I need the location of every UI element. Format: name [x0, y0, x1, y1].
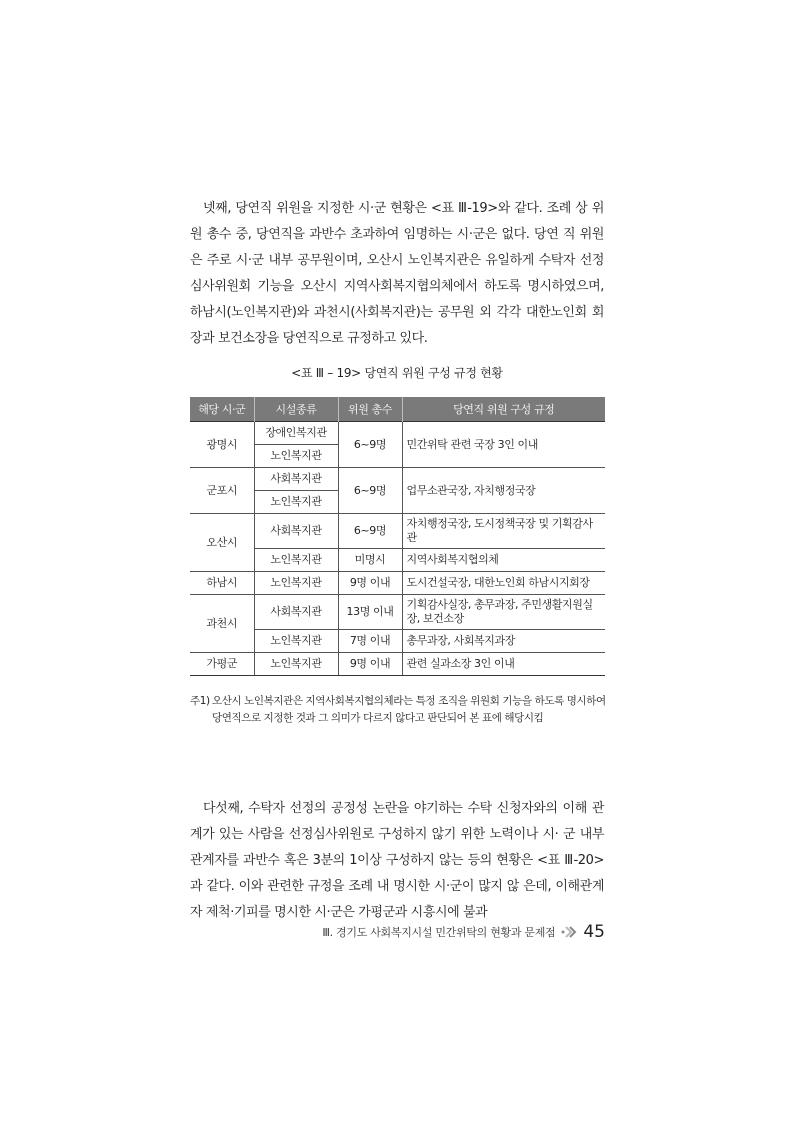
table-cell-rule: 기획감사실장, 총무과장, 주민생활지원실장, 보건소장	[402, 595, 605, 630]
paragraph-line: 군 내부 관계자를 과반수 혹은 3분의 1이상 구성하지 않는 등의 현황은	[190, 827, 605, 868]
table-cell-rule: 총무과장, 사회복지과장	[402, 630, 605, 653]
table-row	[190, 514, 605, 549]
table-cell-facility: 노인복지관	[254, 572, 338, 595]
table-cell-rule: 민간위탁 관련 국장 3인 이내	[402, 422, 605, 468]
table-cell-facility: 노인복지관	[254, 491, 338, 514]
paragraph-line: 은데, 이해관계자 제척·기피를 명시한 시·군은 가평군과 시흥시에 불과	[190, 879, 604, 920]
paragraph-conflict-of-interest	[190, 796, 604, 926]
paragraph-line: 넷째, 당연직 위원을 지정한 시·군 현황은 <표 Ⅲ-19>와 같다. 조례 상	[203, 201, 588, 216]
paragraph-line: 관계가 있는 사람을 선정심사위원로 구성하지 않기 위한 노력이나 시·	[190, 801, 605, 842]
table-cell-city: 오산시	[190, 514, 254, 572]
page-number: 45	[583, 922, 605, 942]
table-cell-total: 6~9명	[338, 468, 402, 514]
table-footnote	[190, 693, 608, 727]
paragraph-line: 위원 총수 중, 당연직을 과반수 초과하여 임명하는 시·군은 없다. 당연	[190, 201, 604, 242]
table-cell-facility: 사회복지관	[254, 595, 338, 630]
table-cell-rule: 도시건설국장, 대한노인회 하남시지회장	[402, 572, 605, 595]
table-header-row	[190, 397, 605, 422]
table-cell-rule: 업무소관국장, 자치행정국장	[402, 468, 605, 514]
table-cell-facility: 노인복지관	[254, 445, 338, 468]
paragraph-line: 직 위원은 주로 시·군 내부 공무원이며, 오산시 노인복지관은 유일하게	[190, 227, 605, 268]
table-cell-facility: 노인복지관	[254, 549, 338, 572]
column-header: 시설종류	[254, 397, 338, 422]
table-cell-total: 13명 이내	[338, 595, 402, 630]
table-cell-total: 6~9명	[338, 514, 402, 549]
paragraph-line: 다섯째, 수탁자 선정의 공정성 논란을 야기하는 수탁 신청자와의 이해	[203, 801, 587, 816]
column-header: 해당 시·군	[190, 397, 254, 422]
table-row	[190, 572, 605, 595]
paragraph-line: 수탁자 선정심사위원회 기능을 오산시 지역사회복지협의체에서 하도록	[190, 253, 605, 294]
table-cell-rule: 지역사회복지협의체	[402, 549, 605, 572]
table-cell-city: 과천시	[190, 595, 254, 653]
table-cell-facility: 노인복지관	[254, 630, 338, 653]
table-cell-facility: 장애인복지관	[254, 422, 338, 445]
table-cell-total: 7명 이내	[338, 630, 402, 653]
page-footer	[322, 922, 605, 942]
column-header: 당연직 위원 구성 규정	[402, 397, 605, 422]
footnote-label: 주1)	[190, 695, 210, 707]
table-caption: <표 Ⅲ – 19> 당연직 위원 구성 규정 현황	[291, 366, 503, 380]
paragraph-line: 명시하였으며, 하남시(노인복지관)와 과천시(사회복지관)는 공무원 외	[190, 279, 604, 320]
table-cell-city: 하남시	[190, 572, 254, 595]
paragraph-dangyeonjik	[190, 196, 604, 352]
table-cell-total: 미명시	[338, 549, 402, 572]
table-cell-city: 군포시	[190, 468, 254, 514]
regulation-table	[190, 397, 605, 676]
footer-chapter-title: Ⅲ. 경기도 사회복지시설 민간위탁의 현황과 문제점	[322, 926, 556, 939]
column-header: 위원 총수	[338, 397, 402, 422]
paragraph-line: <표 Ⅲ-20>과 같다. 이와 관련한 규정을 조례 내 명시한 시·군이 많지 않	[190, 853, 604, 894]
table-cell-total: 9명 이내	[338, 653, 402, 676]
table-cell-city: 광명시	[190, 422, 254, 468]
footnote-text: 오산시 노인복지관은 지역사회복지협의체라는 특정 조직을 위원회 기능을 하도록 명시하여 당연직으로 지정한 것과 그 의미가 다르지 않다고 판단되어 본 표에 해당시킴	[212, 695, 606, 724]
table-cell-rule: 관련 실과소장 3인 이내	[402, 653, 605, 676]
paragraph-line: 각각 대한노인회 회장과 보건소장을 당연직으로 규정하고 있다.	[190, 305, 604, 346]
double-chevron-right-icon	[561, 926, 577, 938]
table-row	[190, 653, 605, 676]
table-cell-facility: 사회복지관	[254, 514, 338, 549]
table-cell-rule: 자치행정국장, 도시정책국장 및 기획감사관	[402, 514, 605, 549]
table-cell-total: 6~9명	[338, 422, 402, 468]
table-cell-facility: 사회복지관	[254, 468, 338, 491]
table-cell-total: 9명 이내	[338, 572, 402, 595]
table-cell-city: 가평군	[190, 653, 254, 676]
table-row	[190, 468, 605, 491]
table-row	[190, 422, 605, 445]
table-row	[190, 595, 605, 630]
table-cell-facility: 노인복지관	[254, 653, 338, 676]
